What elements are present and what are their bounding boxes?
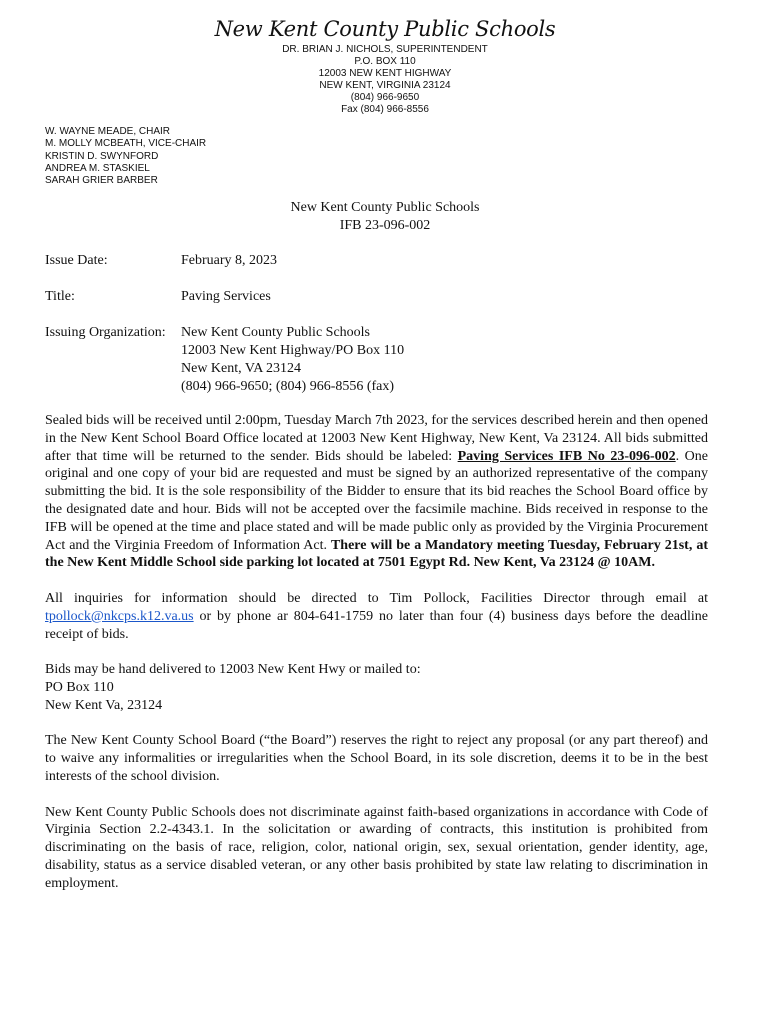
title-field (45, 288, 404, 324)
document-title-ifb: IFB 23-096-002 (339, 217, 431, 233)
inquiries-paragraph (45, 590, 708, 643)
bid-label-text: Paving Services IFB No 23-096-002 (457, 448, 676, 464)
issuing-organization-label: Issuing Organization: (45, 325, 166, 340)
nondiscrimination-paragraph: New Kent County Public Schools does not discriminate against faith-based organizations in accordance with Code of Virginia Section 2.2-4343.1. In the solicitation or awarding of contracts, this institution is prohibited from discriminating on the basis of race, religion, color, national origin, sex, sexual orientation, gender identity, age, disability, status as a service disabled veteran, or any other basis prohibited by state law relating to discrimination in employment. (45, 804, 708, 891)
board-rights-paragraph: The New Kent County School Board (“the Board”) reserves the right to reject any proposal (or any part thereof) and to waive any informalities or irregularities when the School Board, in its sole discretion, deems it to be in the best interests of the school division. (45, 733, 708, 784)
issue-date-value: February 8, 2023 (181, 253, 278, 268)
delivery-po-box: PO Box 110 (45, 679, 114, 695)
delivery-line: Bids may be hand delivered to 12003 New Kent Hwy or mailed to: (45, 662, 421, 678)
superintendent-line: DR. BRIAN J. NICHOLS, SUPERINTENDENT (282, 44, 488, 55)
fax-line: Fax (804) 966-8556 (341, 104, 429, 115)
issuing-organization-field (45, 324, 404, 396)
delivery-city: New Kent Va, 23124 (45, 697, 163, 713)
letterhead-address (0, 44, 770, 116)
sealed-bids-text: Sealed bids will be received until 2:00pm, Tuesday March 7th 2023, for the services described herein and then opened in the New Kent School Board Office located at 12003 New Kent Highway, New Kent, Va 23124. All bids submitted after that time will be returned to the sender. Bids should be labeled: (45, 413, 708, 464)
org-city-line: New Kent, VA 23124 (181, 361, 302, 376)
org-name-line: New Kent County Public Schools (181, 325, 370, 340)
letterhead-title: New Kent County Public Schools (214, 17, 556, 41)
street-line: 12003 NEW KENT HIGHWAY (318, 68, 452, 79)
sealed-bids-paragraph (45, 412, 708, 572)
city-line: NEW KENT, VIRGINIA 23124 (319, 80, 451, 91)
title-value: Paving Services (181, 289, 271, 304)
po-box-line: P.O. BOX 110 (354, 56, 416, 67)
document-title-org: New Kent County Public Schools (290, 200, 480, 215)
board-member: M. MOLLY MCBEATH, VICE-CHAIR (45, 138, 207, 150)
document-body (45, 412, 708, 910)
sealed-bids-text-cont: . One original and one copy of your bid are requested and must be signed by an authorized representative of the company submitting the bid. It is the sole responsibility of the Bidder to ensure that its bid reaches the School Board office by the designated date and hour. Bids will not be accepted over the facsimile machine. Bids received in response to the IFB will be opened at the time and place stated and will be made public only as provided by the Virginia Procurement Act and the Virginia Freedom of Information Act. (45, 448, 709, 553)
delivery-paragraph (45, 661, 708, 714)
board-member: KRISTIN D. SWYNFORD (45, 150, 159, 162)
issue-date-label: Issue Date: (45, 253, 108, 268)
inquiries-text: All inquiries for information should be directed to Tim Pollock, Facilities Director through email at (45, 590, 708, 606)
org-address-line: 12003 New Kent Highway/PO Box 110 (181, 343, 405, 358)
org-phone-line: (804) 966-9650; (804) 966-8556 (fax) (181, 379, 395, 394)
title-label: Title: (45, 289, 75, 304)
issue-date-field (45, 252, 404, 288)
phone-line: (804) 966-9650 (350, 92, 420, 103)
inquiries-text-cont: or by phone ar 804-641-1759 no later than four (4) business days before the deadline receipt of bids. (45, 608, 708, 642)
letterhead (0, 14, 770, 116)
issuing-organization-value (181, 324, 404, 396)
document-title (0, 199, 770, 234)
email-link[interactable]: tpollock@nkcps.k12.va.us (45, 608, 194, 624)
board-member: SARAH GRIER BARBER (45, 175, 158, 187)
board-member: ANDREA M. STASKIEL (45, 162, 150, 174)
header-fields (45, 252, 404, 396)
board-members (45, 126, 206, 187)
mandatory-meeting-text: There will be a Mandatory meeting Tuesday, February 21st, at the New Kent Middle School side parking lot located at 7501 Egypt Rd. New Kent, Va 23124 @ 10AM. (45, 537, 708, 571)
board-member: W. WAYNE MEADE, CHAIR (45, 126, 171, 137)
